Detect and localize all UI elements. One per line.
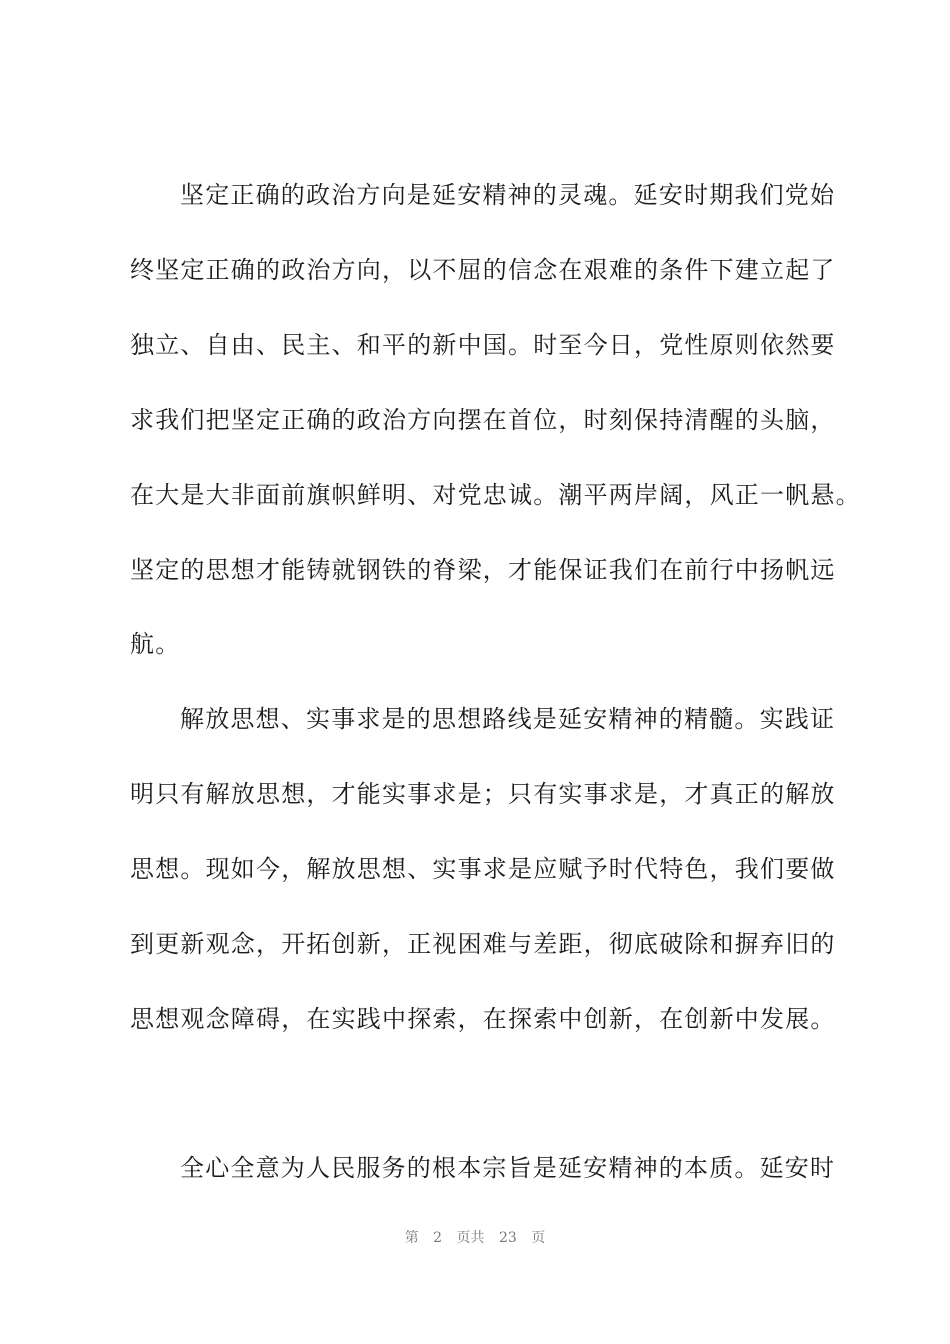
text-line: 坚定的思想才能铸就钢铁的脊梁，才能保证我们在前行中扬帆远 <box>130 556 836 584</box>
text-line: 明只有解放思想，才能实事求是；只有实事求是，才真正的解放 <box>130 780 836 808</box>
total-pages-number: 23 <box>499 1230 517 1246</box>
page-footer <box>0 1228 950 1248</box>
text-line: 求我们把坚定正确的政治方向摆在首位，时刻保持清醒的头脑， <box>130 406 836 434</box>
text-line: 到更新观念，开拓创新，正视困难与差距，彻底破除和摒弃旧的 <box>130 930 836 958</box>
text-line: 坚定正确的政治方向是延安精神的灵魂。延安时期我们党始 <box>180 181 836 209</box>
footer-label-di: 第 <box>404 1230 419 1246</box>
text-line: 思想观念障碍，在实践中探索，在探索中创新，在创新中发展。 <box>130 1005 836 1033</box>
text-line: 解放思想、实事求是的思想路线是延安精神的精髓。实践证 <box>180 705 836 733</box>
text-line: 航。 <box>130 630 181 658</box>
text-line: 思想。现如今，解放思想、实事求是应赋予时代特色，我们要做 <box>130 855 836 883</box>
text-line: 终坚定正确的政治方向，以不屈的信念在艰难的条件下建立起了 <box>130 256 836 284</box>
footer-label-ye-gong: 页共 <box>456 1230 485 1246</box>
text-line: 独立、自由、民主、和平的新中国。时至今日，党性原则依然要 <box>130 331 836 359</box>
text-line: 在大是大非面前旗帜鲜明、对党忠诚。潮平两岸阔，风正一帆悬。 <box>130 481 861 509</box>
footer-label-ye: 页 <box>531 1230 546 1246</box>
text-line: 全心全意为人民服务的根本宗旨是延安精神的本质。延安时 <box>180 1154 836 1182</box>
current-page-number: 2 <box>433 1230 443 1246</box>
